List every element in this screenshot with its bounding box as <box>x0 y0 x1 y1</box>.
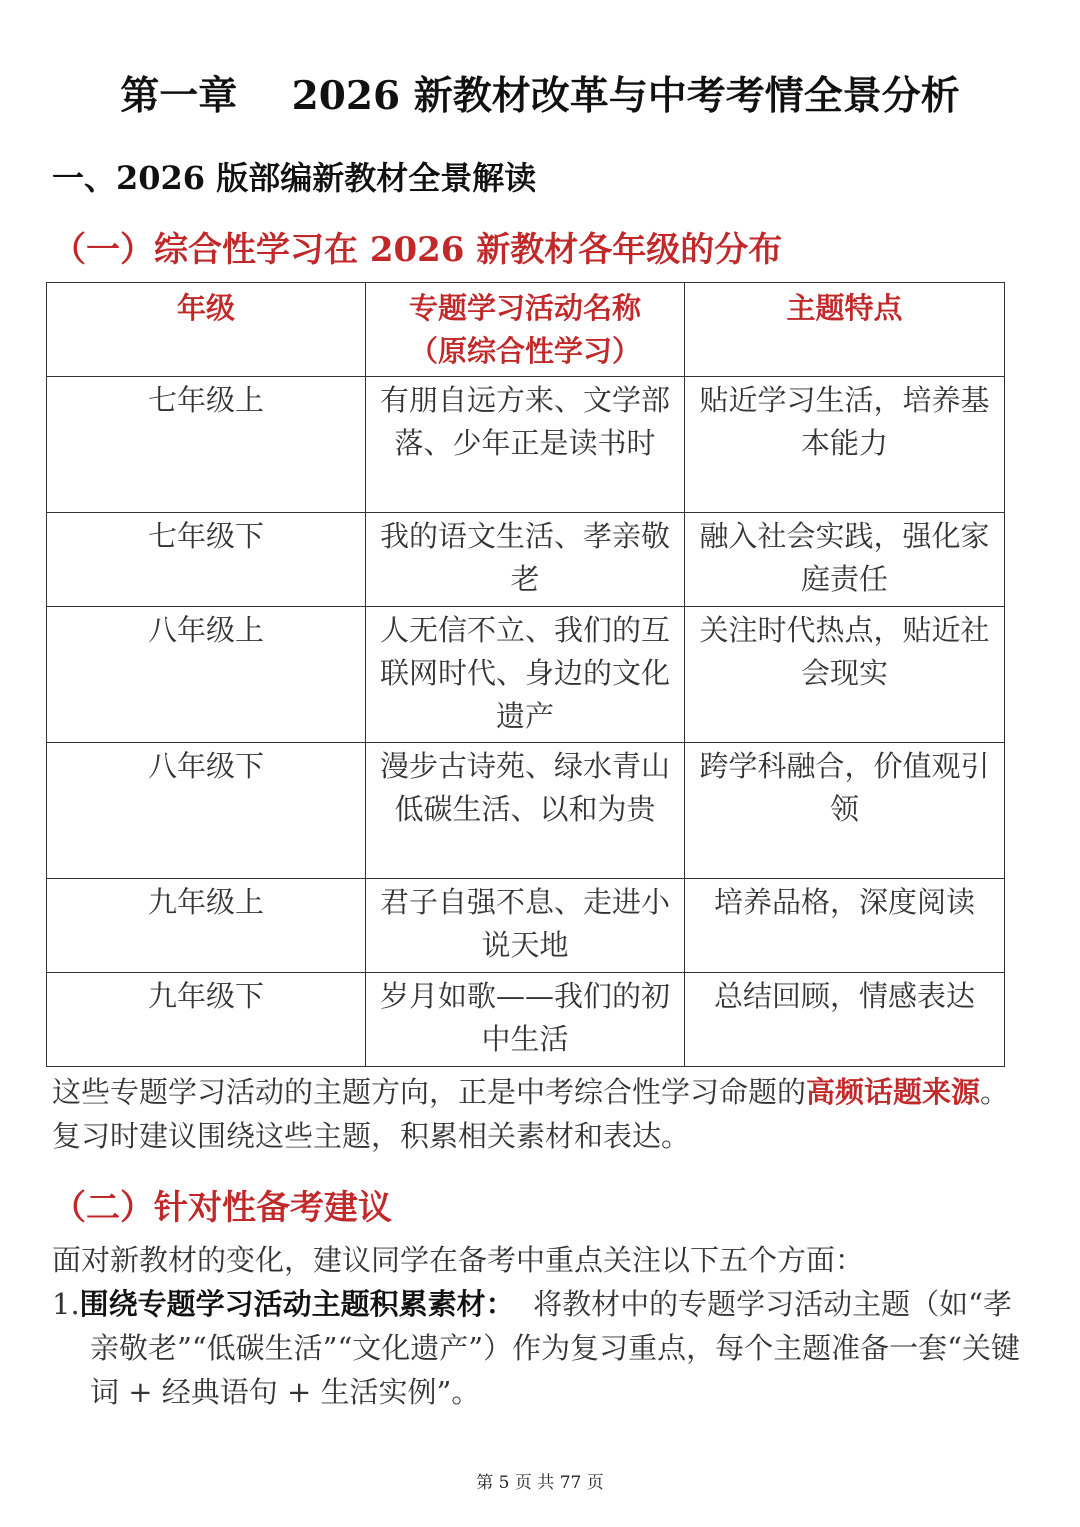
feature-cell: 跨学科融合，价值观引领 <box>685 743 1005 879</box>
activity-cell: 人无信不立、我们的互联网时代、身边的文化遗产 <box>366 607 685 743</box>
item-text: 将教材中的专题学习活动主题（如“孝亲敬老”“低碳生活”“文化遗产”）作为复习重点，每个主题准备一套“关键词 + 经典语句 + 生活实例”。 <box>90 1287 1020 1409</box>
summary-text-before: 这些专题学习活动的主题方向，正是中考综合性学习命题的 <box>52 1075 807 1109</box>
grade-cell: 九年级下 <box>47 973 366 1067</box>
grade-cell: 八年级上 <box>47 607 366 743</box>
table-row <box>47 743 1005 879</box>
activity-cell: 岁月如歌——我们的初中生活 <box>366 973 685 1067</box>
feature-cell: 培养品格，深度阅读 <box>685 879 1005 973</box>
feature-cell: 融入社会实践，强化家庭责任 <box>685 513 1005 607</box>
feature-cell: 总结回顾，情感表达 <box>685 973 1005 1067</box>
table-row <box>47 513 1005 607</box>
grade-cell: 九年级上 <box>47 879 366 973</box>
subsection-heading-distribution: （一）综合性学习在 2026 新教材各年级的分布 <box>52 230 783 270</box>
chapter-title: 第一章 2026 新教材改革与中考考情全景分析 <box>120 73 960 119</box>
suggestion-item-1 <box>52 1282 1032 1414</box>
feature-cell: 贴近学习生活，培养基本能力 <box>685 377 1005 513</box>
table-row <box>47 607 1005 743</box>
feature-cell: 关注时代热点，贴近社会现实 <box>685 607 1005 743</box>
table-header-row <box>47 283 1005 377</box>
header-feature: 主题特点 <box>685 283 1005 377</box>
activity-cell: 君子自强不息、走进小说天地 <box>366 879 685 973</box>
subsection-heading-suggestions: （二）针对性备考建议 <box>52 1188 392 1228</box>
suggestions-intro: 面对新教材的变化，建议同学在备考中重点关注以下五个方面： <box>52 1243 865 1277</box>
distribution-table <box>46 282 1005 1067</box>
header-grade: 年级 <box>47 283 366 377</box>
summary-text-after: 。复习时建议围绕这些主题，积累相关素材和表达。 <box>52 1075 1010 1153</box>
activity-cell: 有朋自远方来、文学部落、少年正是读书时 <box>366 377 685 513</box>
grade-cell: 八年级下 <box>47 743 366 879</box>
page-footer: 第 5 页 共 77 页 <box>476 1473 604 1493</box>
activity-cell: 漫步古诗苑、绿水青山低碳生活、以和为贵 <box>366 743 685 879</box>
section-heading: 一、2026 版部编新教材全景解读 <box>52 159 537 197</box>
table-row <box>47 973 1005 1067</box>
grade-cell: 七年级下 <box>47 513 366 607</box>
grade-cell: 七年级上 <box>47 377 366 513</box>
summary-paragraph <box>52 1070 1032 1158</box>
table-row <box>47 377 1005 513</box>
item-title: 围绕专题学习活动主题积累素材： <box>79 1287 515 1321</box>
item-number: 1. <box>52 1287 80 1321</box>
summary-highlight: 高频话题来源 <box>806 1075 981 1109</box>
table-row <box>47 879 1005 973</box>
header-activity: 专题学习活动名称 （原综合性学习） <box>366 283 685 377</box>
activity-cell: 我的语文生活、孝亲敬老 <box>366 513 685 607</box>
